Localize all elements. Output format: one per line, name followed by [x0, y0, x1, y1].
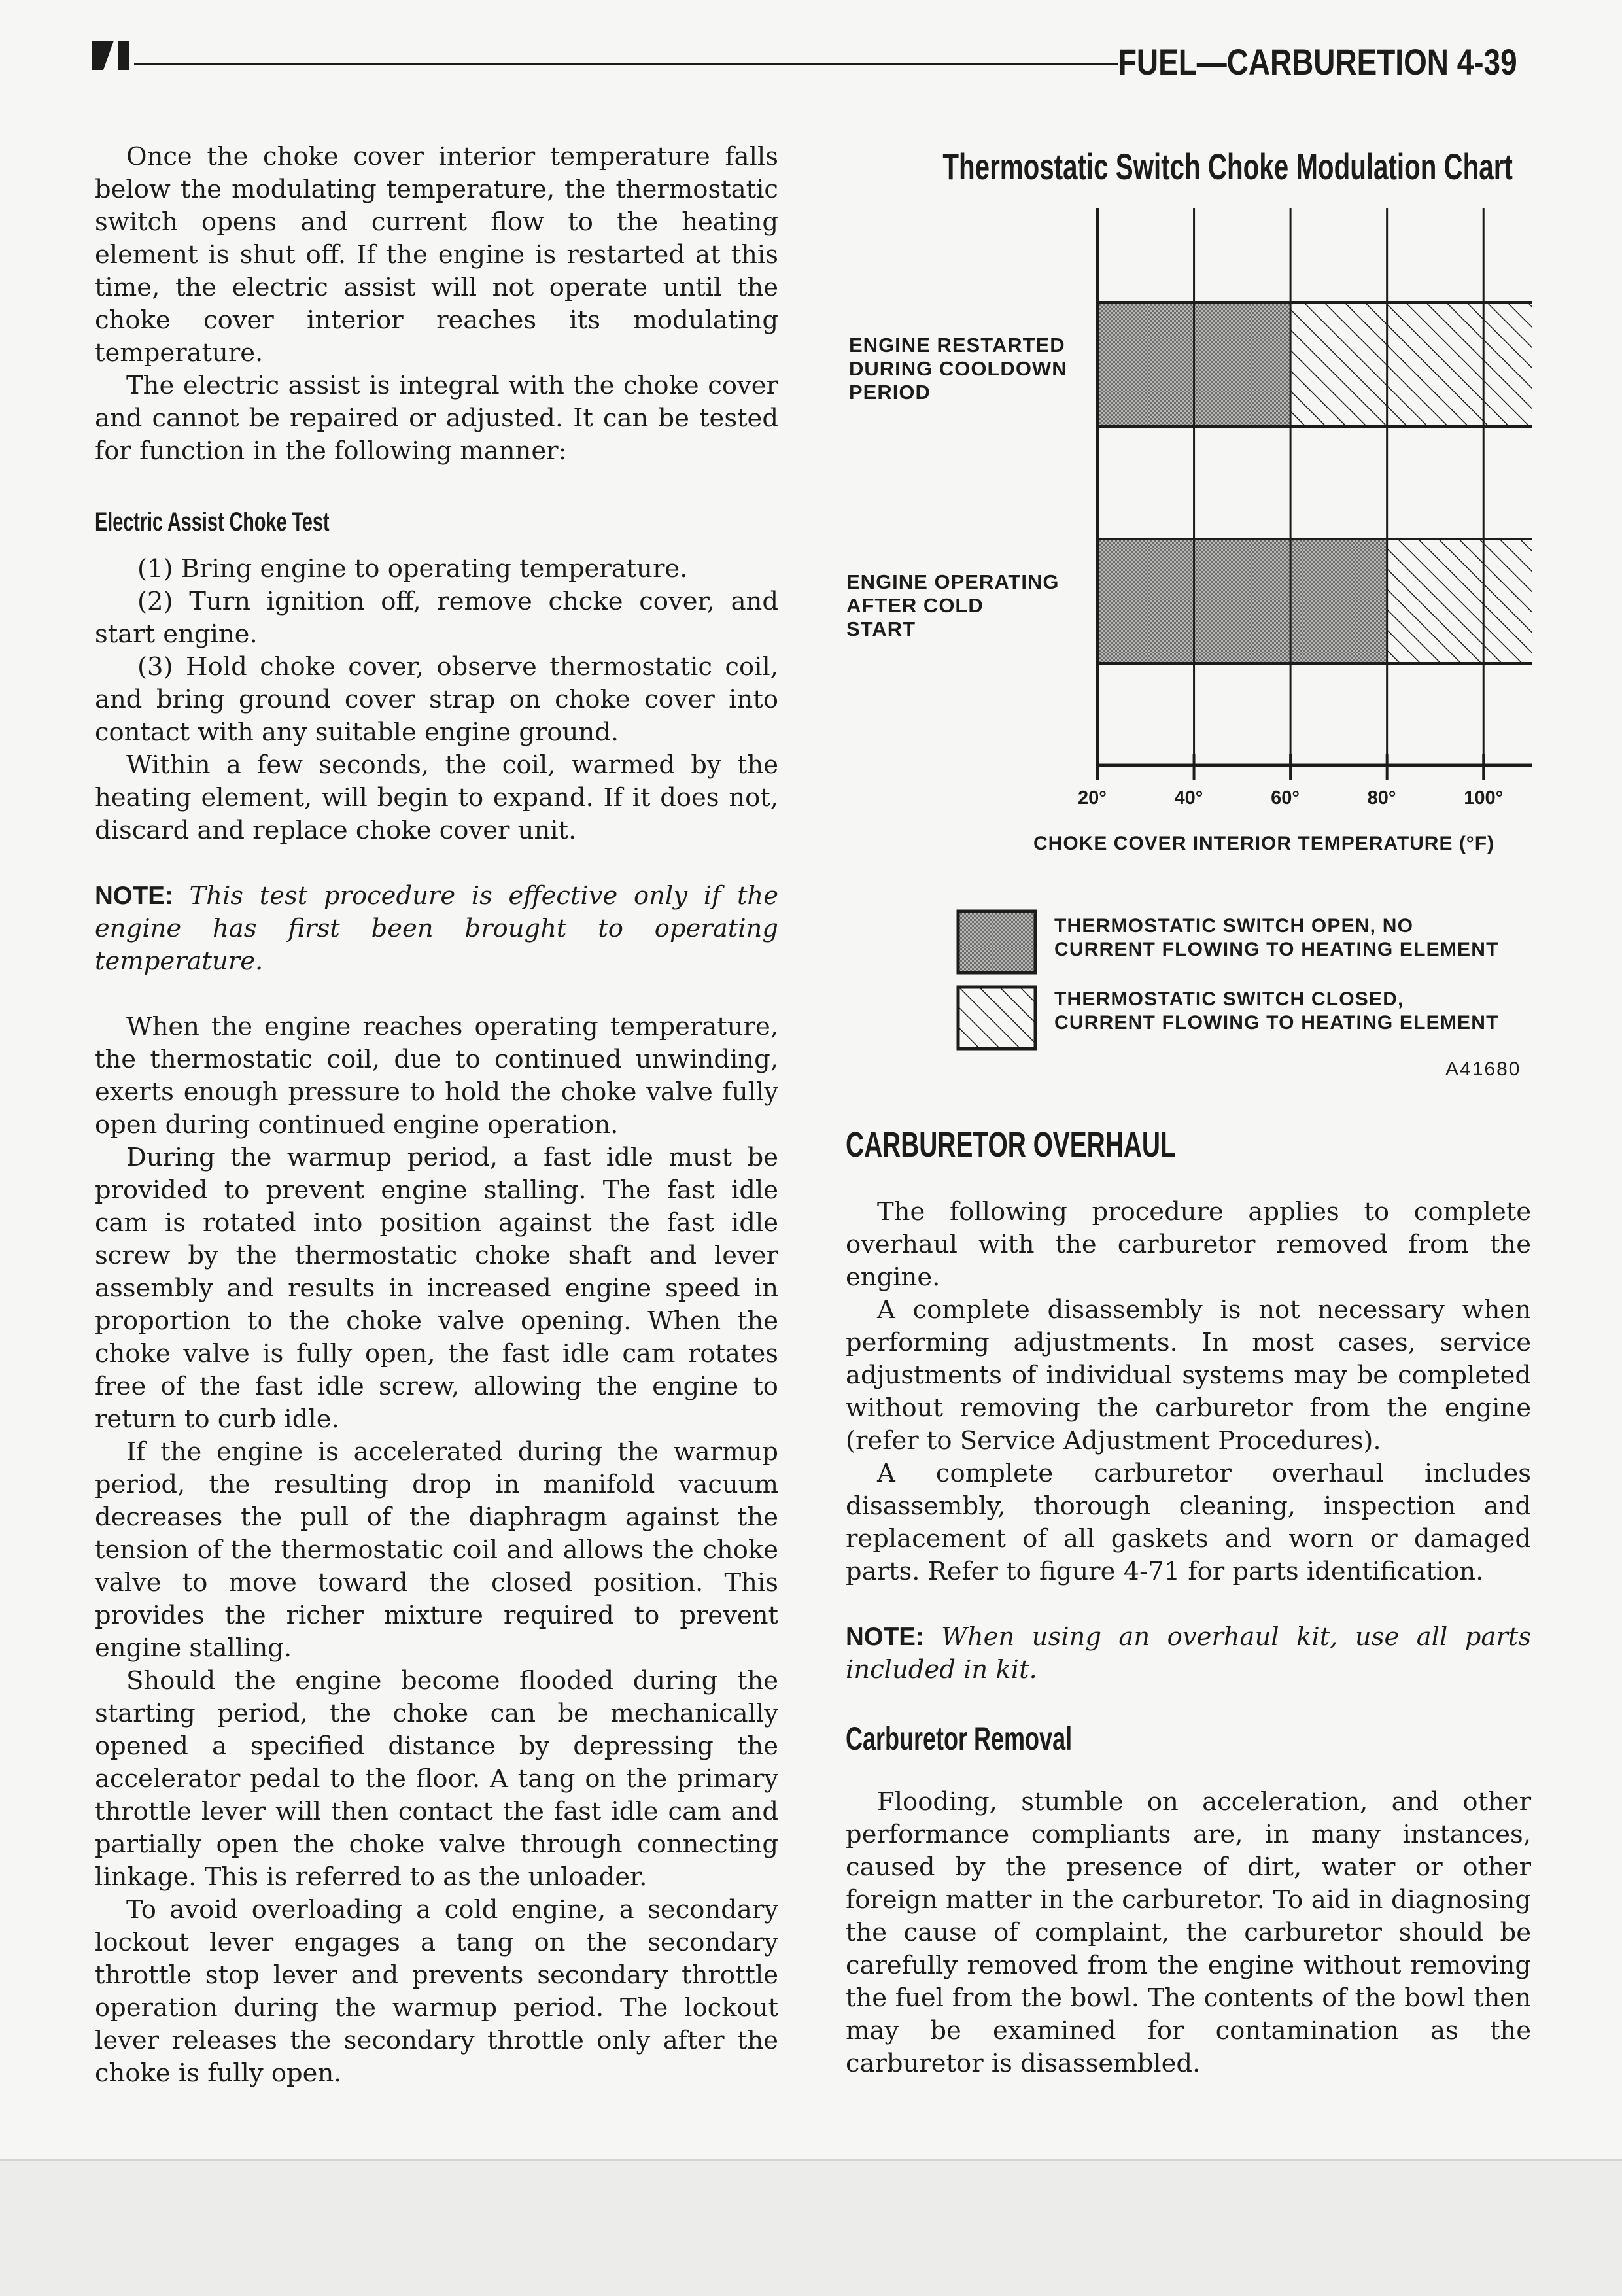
- row-label-line: PERIOD: [849, 381, 931, 404]
- page-header-title: FUEL—CARBURETION 4-39: [1118, 41, 1517, 82]
- left-column: [95, 141, 778, 2090]
- legend-label-closed: [1054, 988, 1499, 1035]
- paragraph: If the engine is accelerated during the warmup period, the resulting drop in manifold vacuum decreases the pull of the diaphragm against the tension of the thermostatic coil and allows the choke valve to move toward the closed position. This provides the richer mixture required to prevent engine stalling.: [95, 1437, 778, 1663]
- legend-line: THERMOSTATIC SWITCH CLOSED,: [1054, 988, 1404, 1010]
- section-marker-icon: [92, 41, 131, 70]
- section-heading: Carburetor Removal: [846, 1720, 1073, 1757]
- paragraph: The following procedure applies to complete overhaul with the carburetor removed from the engine.: [846, 1197, 1531, 1292]
- paragraph: A complete carburetor overhaul includes disassembly, thorough cleaning, inspection and replacement of all gaskets and worn or damaged parts. Refer to figure 4-71 for parts identification.: [846, 1459, 1531, 1586]
- row-label-line: ENGINE OPERATING: [846, 570, 1060, 593]
- test-step: (1) Bring engine to operating temperature.: [137, 554, 688, 583]
- modulation-chart: [831, 196, 1537, 791]
- chart-title: Thermostatic Switch Choke Modulation Chart: [942, 146, 1513, 187]
- row-label-line: DURING COOLDOWN: [849, 357, 1067, 380]
- x-tick-label: 40°: [1174, 788, 1203, 809]
- legend-label-open: [1054, 914, 1499, 962]
- page-edge: [0, 2159, 1622, 2296]
- figure-id: A41680: [1445, 1058, 1521, 1080]
- note-text: When using an overhaul kit, use all parts included in kit.: [846, 1622, 1531, 1684]
- x-tick-label: 20°: [1078, 788, 1107, 809]
- bar-switch-closed: [1387, 539, 1532, 663]
- legend-swatch-open: [956, 909, 1037, 975]
- legend-line: CURRENT FLOWING TO HEATING ELEMENT: [1054, 939, 1499, 960]
- bar-switch-closed: [1290, 302, 1532, 426]
- note: [846, 1621, 1531, 1686]
- section-heading: CARBURETOR OVERHAUL: [846, 1125, 1176, 1164]
- test-step: (2) Turn ignition off, remove chcke cover, and start engine.: [95, 587, 778, 649]
- row-label-line: ENGINE RESTARTED: [849, 334, 1065, 357]
- x-tick-label: 80°: [1367, 788, 1396, 809]
- row-label-line: START: [846, 617, 916, 640]
- legend-line: CURRENT FLOWING TO HEATING ELEMENT: [1054, 1012, 1499, 1034]
- legend-swatch-closed: [956, 985, 1037, 1051]
- x-tick-label: 100°: [1464, 788, 1504, 809]
- paragraph: Should the engine become flooded during the starting period, the choke can be mechanically opened a specified distance by depressing the accelerator pedal to the floor. A tang on the primary throttle lever will then contact the fast idle cam and partially open the choke valve through connecting linkage. This is referred to as the unloader.: [95, 1666, 778, 1892]
- note-label: NOTE:: [95, 882, 173, 910]
- paragraph: The electric assist is integral with the choke cover and cannot be repaired or adjusted. It can be tested for function in the following manner:: [95, 371, 778, 466]
- paragraph: Flooding, stumble on acceleration, and other performance compliants are, in many instances, caused by the presence of dirt, water or other foreign matter in the carburetor. To aid in diagnosing the cause of complaint, the carburetor should be carefully removed from the engine without removing the fuel from the bowl. The contents of the bowl then may be examined for contamination as the carburetor is disassembled.: [846, 1787, 1531, 2078]
- note: [95, 880, 778, 978]
- paragraph: During the warmup period, a fast idle must be provided to prevent engine stalling. The fast idle cam is rotated into position against the fast idle screw by the thermostatic choke shaft and lever assembly and results in increased engine speed in proportion to the choke valve opening. When the choke valve is fully open, the fast idle cam rotates free of the fast idle screw, allowing the engine to return to curb idle.: [95, 1143, 778, 1434]
- row-label-line: AFTER COLD: [846, 594, 984, 617]
- right-column: [846, 1125, 1531, 2080]
- note-text: This test procedure is effective only if the engine has first been brought to operating temperature.: [95, 881, 778, 976]
- paragraph: To avoid overloading a cold engine, a secondary lockout lever engages a tang on the secondary throttle stop lever and prevents secondary throttle operation during the warmup period. The lockout lever releases the secondary throttle only after the choke is fully open.: [95, 1895, 778, 2088]
- header-rule: [134, 63, 1118, 65]
- note-label: NOTE:: [846, 1623, 924, 1651]
- paragraph: When the engine reaches operating temperature, the thermostatic coil, due to continued unwinding, exerts enough pressure to hold the choke valve fully open during continued engine operation.: [95, 1012, 778, 1139]
- paragraph: Within a few seconds, the coil, warmed by the heating element, will begin to expand. If it does not, discard and replace choke cover unit.: [95, 750, 778, 845]
- x-axis-title: CHOKE COVER INTERIOR TEMPERATURE (°F): [1033, 833, 1495, 854]
- paragraph: A complete disassembly is not necessary when performing adjustments. In most cases, service adjustments of individual systems may be completed without removing the carburetor from the engine (refer to Service Adjustment Procedures).: [846, 1295, 1531, 1455]
- test-step: (3) Hold choke cover, observe thermostatic coil, and bring ground cover strap on choke cover into contact with any suitable engine ground.: [95, 652, 778, 747]
- paragraph: Once the choke cover interior temperature falls below the modulating temperature, the thermostatic switch opens and current flow to the heating element is shut off. If the engine is restarted at this time, the electric assist will not operate until the choke cover interior reaches its modulating temperature.: [95, 142, 778, 368]
- bar-switch-open: [1097, 539, 1387, 663]
- x-tick-label: 60°: [1271, 788, 1300, 809]
- section-heading: Electric Assist Choke Test: [95, 508, 330, 536]
- legend-line: THERMOSTATIC SWITCH OPEN, NO: [1054, 915, 1414, 937]
